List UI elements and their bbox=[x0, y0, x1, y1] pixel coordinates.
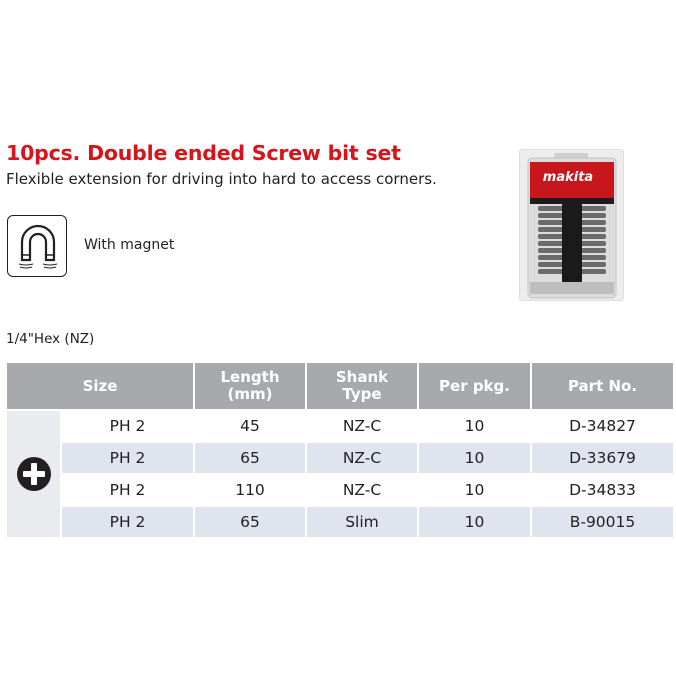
hex-type-label: 1/4"Hex (NZ) bbox=[6, 331, 95, 347]
cell-part-no: D-33679 bbox=[532, 443, 673, 473]
cell-per-pkg: 10 bbox=[419, 411, 530, 441]
magnet-feature-badge bbox=[7, 215, 67, 277]
table-row bbox=[7, 411, 673, 441]
phillips-plus-icon bbox=[15, 455, 53, 493]
page-title: 10pcs. Double ended Screw bit set bbox=[6, 141, 401, 165]
cell-length: 65 bbox=[195, 443, 305, 473]
screw-bit-set-package-image bbox=[519, 149, 624, 301]
cell-per-pkg: 10 bbox=[419, 443, 530, 473]
table-header-row bbox=[7, 363, 673, 409]
cell-part-no: D-34827 bbox=[532, 411, 673, 441]
magnet-feature-label: With magnet bbox=[84, 237, 175, 253]
header-shank-line2: Type bbox=[342, 385, 382, 403]
header-length-line2: (mm) bbox=[227, 385, 273, 403]
cell-length: 45 bbox=[195, 411, 305, 441]
cell-size: PH 2 bbox=[62, 443, 193, 473]
cell-length: 65 bbox=[195, 507, 305, 537]
spec-table bbox=[5, 361, 675, 539]
cell-size: PH 2 bbox=[62, 507, 193, 537]
header-length bbox=[195, 363, 305, 409]
cell-per-pkg: 10 bbox=[419, 475, 530, 505]
magnet-icon bbox=[8, 216, 68, 278]
table-row bbox=[7, 507, 673, 537]
page-subtitle: Flexible extension for driving into hard to access corners. bbox=[6, 170, 437, 188]
cell-shank: NZ-C bbox=[307, 443, 417, 473]
cell-per-pkg: 10 bbox=[419, 507, 530, 537]
cell-part-no: D-34833 bbox=[532, 475, 673, 505]
cell-part-no: B-90015 bbox=[532, 507, 673, 537]
brand-logo: makita bbox=[542, 170, 594, 185]
table-row bbox=[7, 443, 673, 473]
header-size: Size bbox=[7, 363, 193, 409]
header-shank-line1: Shank bbox=[335, 368, 389, 386]
phillips-type-cell bbox=[7, 411, 60, 537]
header-part-no: Part No. bbox=[532, 363, 673, 409]
cell-shank: NZ-C bbox=[307, 411, 417, 441]
header-shank-type bbox=[307, 363, 417, 409]
cell-length: 110 bbox=[195, 475, 305, 505]
header-per-pkg: Per pkg. bbox=[419, 363, 530, 409]
cell-shank: NZ-C bbox=[307, 475, 417, 505]
cell-size: PH 2 bbox=[62, 475, 193, 505]
table-row bbox=[7, 475, 673, 505]
cell-size: PH 2 bbox=[62, 411, 193, 441]
cell-shank: Slim bbox=[307, 507, 417, 537]
header-length-line1: Length bbox=[220, 368, 280, 386]
